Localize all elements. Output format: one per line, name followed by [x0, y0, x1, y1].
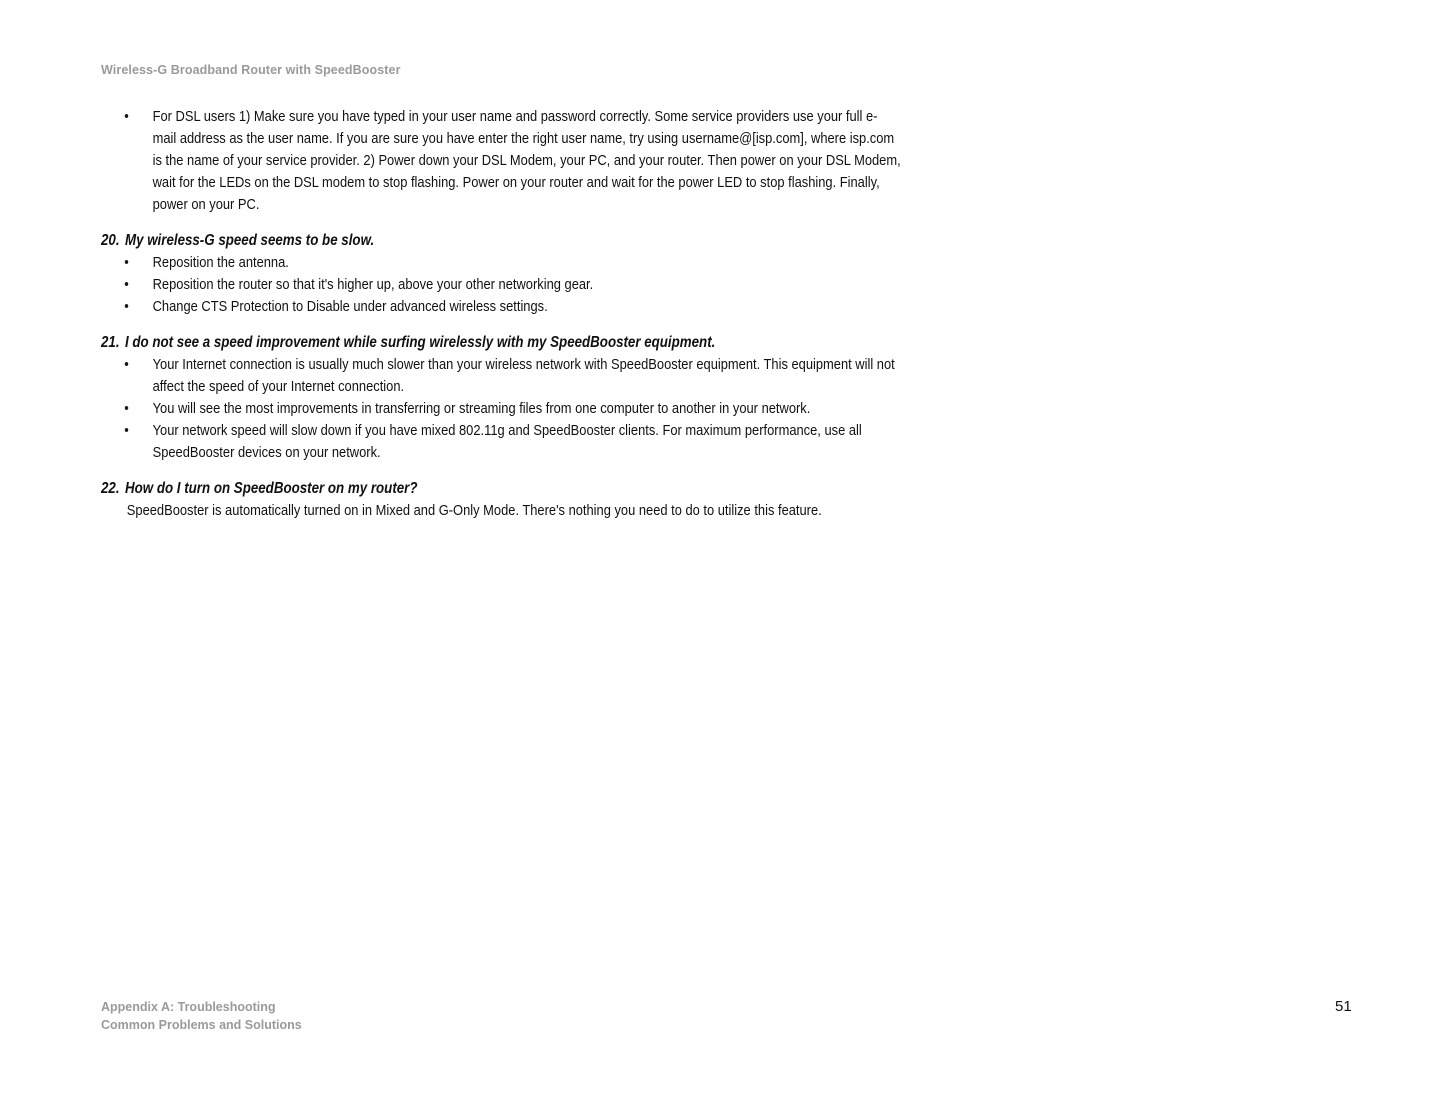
page-content	[101, 106, 901, 522]
list-item: • Change CTS Protection to Disable under advanced wireless settings.	[101, 296, 901, 318]
list-item: • Your network speed will slow down if you have mixed 802.11g and SpeedBooster clients. For maximum performance, use all SpeedBooster devices on your network.	[101, 420, 901, 464]
question-22	[101, 478, 901, 522]
question-20	[101, 230, 901, 318]
question-21-list	[101, 354, 901, 464]
question-number: 21.	[101, 334, 120, 351]
question-title: How do I turn on SpeedBooster on my router?	[124, 480, 418, 497]
question-title: I do not see a speed improvement while surfing wirelessly with my SpeedBooster equipment.	[124, 334, 716, 351]
running-header: Wireless-G Broadband Router with SpeedBooster	[101, 63, 401, 77]
footer	[101, 998, 302, 1034]
question-number: 20.	[101, 232, 120, 249]
question-22-heading	[101, 478, 901, 500]
question-20-heading	[101, 230, 901, 252]
question-21-heading	[101, 332, 901, 354]
intro-list	[101, 106, 901, 216]
list-item: • Reposition the antenna.	[101, 252, 901, 274]
list-item: • You will see the most improvements in transferring or streaming files from one computer to another in your network.	[101, 398, 901, 420]
list-item: • Reposition the router so that it's higher up, above your other networking gear.	[101, 274, 901, 296]
question-21	[101, 332, 901, 464]
dsl-users-bullet: • For DSL users 1) Make sure you have typed in your user name and password correctly. Some service providers use your full e-mail address as the user name. If you are sure you have enter the right user name, try using username@[isp.com], where isp.com is the name of your service provider. 2) Power down your DSL Modem, your PC, and your router. Then power on your DSL Modem, wait for the LEDs on the DSL modem to stop flashing. Power on your router and wait for the power LED to stop flashing. Finally, power on your PC.	[101, 106, 901, 216]
list-item: • Your Internet connection is usually much slower than your wireless network with SpeedBooster equipment. This equipment will not affect the speed of your Internet connection.	[101, 354, 901, 398]
question-title: My wireless-G speed seems to be slow.	[124, 232, 375, 249]
footer-section-title: Appendix A: Troubleshooting	[101, 1000, 276, 1014]
question-22-answer: SpeedBooster is automatically turned on in Mixed and G-Only Mode. There's nothing you need to do to utilize this feature.	[126, 502, 822, 519]
question-number: 22.	[101, 480, 120, 497]
question-20-list	[101, 252, 901, 318]
page-number: 51	[1335, 998, 1352, 1015]
footer-subsection-title: Common Problems and Solutions	[101, 1018, 302, 1032]
